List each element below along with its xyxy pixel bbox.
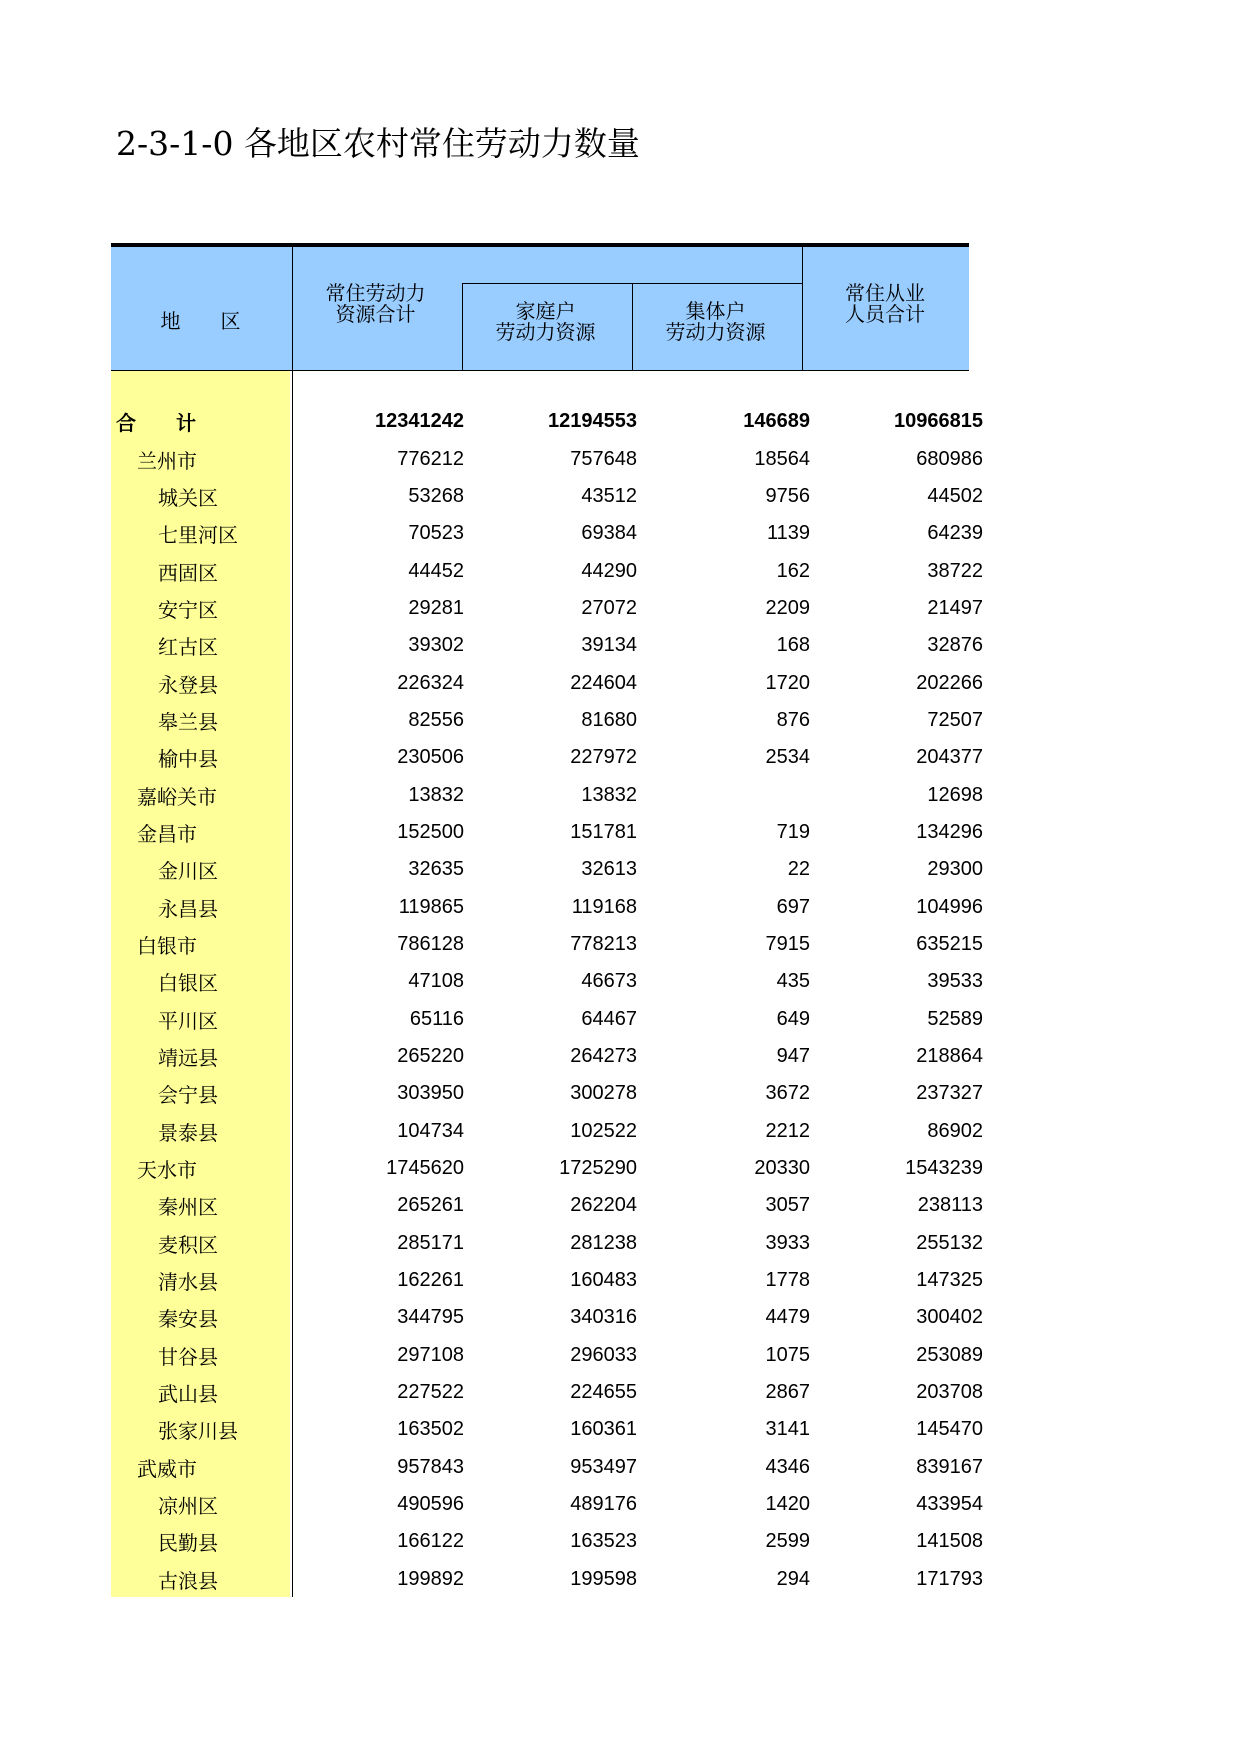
labor-resource-total-cell: 957843 [397,1455,464,1478]
region-name: 平川区 [158,1008,218,1033]
household-labor-cell: 151781 [570,820,637,843]
collective-labor-cell: 2209 [765,596,810,619]
household-labor-cell: 296033 [570,1343,637,1366]
employed-total-cell: 52589 [927,1007,983,1030]
household-labor-cell: 39134 [581,634,637,657]
household-labor-cell: 32613 [581,858,637,881]
region-name: 甘谷县 [158,1344,218,1369]
region-name: 榆中县 [158,747,218,772]
household-labor-cell: 81680 [581,708,637,731]
collective-labor-cell: 697 [776,895,810,918]
header-col4-line2: 人员合计 [845,302,925,326]
labor-resource-total-cell: 1745620 [386,1157,464,1180]
table-row [111,1449,987,1486]
employed-total-cell: 218864 [916,1045,983,1068]
collective-labor-cell: 7915 [765,932,810,955]
employed-total-cell: 141508 [916,1530,983,1553]
data-table [111,403,987,1598]
employed-total-cell: 635215 [916,932,983,955]
table-row [111,1038,987,1075]
region-name: 永昌县 [158,896,218,921]
household-labor-cell: 224655 [570,1381,637,1404]
collective-labor-cell: 876 [776,708,810,731]
collective-labor-cell [641,776,814,813]
region-name: 武威市 [137,1456,197,1481]
table-row [111,664,987,701]
labor-resource-total-cell: 119865 [398,895,464,918]
collective-labor-cell: 2867 [765,1381,810,1404]
region-name: 秦安县 [158,1307,218,1332]
table-row [111,1187,987,1224]
table-row [111,1150,987,1187]
header-labor-resource-total [291,283,460,325]
household-labor-cell: 300278 [570,1082,637,1105]
employed-total-cell: 38722 [927,559,983,582]
collective-labor-cell: 2212 [765,1119,810,1142]
labor-resource-total-cell: 104734 [397,1119,464,1142]
region-name: 武山县 [158,1382,218,1407]
employed-total-cell: 64239 [927,522,983,545]
household-labor-cell: 227972 [570,746,637,769]
header-divider-2 [462,283,463,370]
household-labor-cell: 160483 [570,1269,637,1292]
region-name: 皋兰县 [158,709,218,734]
labor-resource-total-cell: 29281 [408,596,464,619]
collective-labor-cell: 1778 [765,1269,810,1292]
household-labor-cell: 757648 [570,447,637,470]
collective-labor-cell: 18564 [754,447,810,470]
collective-labor-cell: 162 [776,559,810,582]
header-col1-line1: 常住劳动力 [325,281,426,305]
table-row [111,963,987,1000]
employed-total-cell: 104996 [916,895,983,918]
table-row [111,1262,987,1299]
collective-labor-cell: 649 [776,1007,810,1030]
table-row [111,627,987,664]
header-employed-total [801,283,969,325]
household-labor-cell: 27072 [581,596,637,619]
collective-labor-cell: 168 [776,634,810,657]
table-row [111,926,987,963]
collective-labor-cell: 1720 [765,671,810,694]
collective-labor-cell: 294 [776,1567,810,1590]
region-name: 嘉峪关市 [137,784,217,809]
household-labor-cell: 489176 [570,1493,637,1516]
collective-labor-cell: 3141 [765,1418,810,1441]
employed-total-cell: 147325 [916,1269,983,1292]
labor-resource-total-cell: 776212 [397,447,464,470]
table-row [111,1486,987,1523]
labor-resource-total-cell: 786128 [397,932,464,955]
employed-total-cell: 204377 [916,746,983,769]
labor-resource-total-cell: 39302 [408,634,464,657]
collective-labor-cell: 146689 [743,410,810,433]
labor-resource-total-cell: 199892 [397,1567,464,1590]
region-name: 七里河区 [158,523,238,548]
employed-total-cell: 10966815 [894,410,983,433]
header-col2-line1: 家庭户 [515,299,576,323]
collective-labor-cell: 1075 [765,1343,810,1366]
header-col1-line2: 资源合计 [335,302,416,326]
collective-labor-cell: 3672 [765,1082,810,1105]
household-labor-cell: 13832 [581,783,637,806]
collective-labor-cell: 3057 [765,1194,810,1217]
employed-total-cell: 253089 [916,1343,983,1366]
header-collective-labor [631,301,800,343]
employed-total-cell: 21497 [927,596,983,619]
region-name: 城关区 [158,485,218,510]
household-labor-cell: 163523 [570,1530,637,1553]
header-divider-4 [802,247,803,370]
household-labor-cell: 46673 [581,970,637,993]
employed-total-cell: 237327 [916,1082,983,1105]
labor-resource-total-cell: 53268 [408,484,464,507]
employed-total-cell: 32876 [927,634,983,657]
collective-labor-cell: 4346 [765,1455,810,1478]
region-name: 白银区 [158,971,218,996]
employed-total-cell: 39533 [927,970,983,993]
labor-resource-total-cell: 82556 [408,708,464,731]
region-name: 兰州市 [137,448,197,473]
labor-resource-total-cell: 297108 [397,1343,464,1366]
employed-total-cell: 238113 [917,1194,983,1217]
employed-total-cell: 86902 [927,1119,983,1142]
household-labor-cell: 340316 [570,1306,637,1329]
table-header [111,247,969,371]
labor-resource-total-cell: 226324 [397,671,464,694]
region-name: 会宁县 [158,1083,218,1108]
labor-resource-total-cell: 163502 [397,1418,464,1441]
collective-labor-cell: 1420 [765,1493,810,1516]
labor-resource-total-cell: 285171 [397,1231,464,1254]
labor-resource-total-cell: 65116 [409,1007,464,1030]
employed-total-cell: 203708 [916,1381,983,1404]
region-name: 合 计 [116,411,196,436]
region-name: 张家川县 [158,1419,238,1444]
household-labor-cell: 778213 [570,932,637,955]
table-row [111,888,987,925]
household-labor-cell: 43512 [581,484,637,507]
collective-labor-cell: 2599 [765,1530,810,1553]
table-row [111,440,987,477]
labor-resource-total-cell: 344795 [397,1306,464,1329]
table-row [111,776,987,813]
employed-total-cell: 255132 [916,1231,983,1254]
household-labor-cell: 119168 [571,895,637,918]
labor-resource-total-cell: 152500 [397,820,464,843]
labor-resource-total-cell: 265261 [397,1194,464,1217]
collective-labor-cell: 435 [776,970,810,993]
table-row [111,1075,987,1112]
table-row [111,814,987,851]
labor-resource-total-cell: 162261 [397,1269,464,1292]
table-row [111,1374,987,1411]
table-row [111,851,987,888]
table-row [111,515,987,552]
household-labor-cell: 199598 [570,1567,637,1590]
household-labor-cell: 64467 [581,1007,637,1030]
collective-labor-cell: 2534 [765,746,810,769]
employed-total-cell: 44502 [927,484,983,507]
table-row [111,1113,987,1150]
household-labor-cell: 69384 [581,522,637,545]
collective-labor-cell: 719 [776,820,810,843]
labor-resource-total-cell: 47108 [408,970,464,993]
collective-labor-cell: 3933 [765,1231,810,1254]
region-name: 天水市 [137,1158,197,1183]
header-col4-line1: 常住从业 [845,281,925,305]
labor-resource-total-cell: 70523 [408,522,464,545]
household-labor-cell: 160361 [570,1418,637,1441]
table-row [111,590,987,627]
employed-total-cell: 29300 [927,858,983,881]
employed-total-cell: 134296 [916,820,983,843]
statistics-table [111,243,983,1597]
employed-total-cell: 202266 [916,671,983,694]
header-col3-line2: 劳动力资源 [665,320,766,344]
labor-resource-total-cell: 265220 [397,1045,464,1068]
header-col3-line1: 集体户 [685,299,746,323]
labor-resource-total-cell: 490596 [397,1493,464,1516]
region-name: 永登县 [158,672,218,697]
page-title: 2-3-1-0 各地区农村常住劳动力数量 [116,124,640,163]
region-name: 金川区 [158,859,218,884]
header-col2-line2: 劳动力资源 [495,320,596,344]
labor-resource-total-cell: 166122 [397,1530,464,1553]
household-labor-cell: 44290 [581,559,637,582]
labor-resource-total-cell: 303950 [397,1082,464,1105]
table-row [111,552,987,589]
region-name: 景泰县 [158,1120,218,1145]
table-row [111,702,987,739]
region-name: 金昌市 [137,821,197,846]
labor-resource-total-cell: 44452 [408,559,464,582]
region-name: 麦积区 [158,1232,218,1257]
employed-total-cell: 433954 [916,1493,983,1516]
table-row [111,739,987,776]
employed-total-cell: 1543239 [905,1157,983,1180]
labor-resource-total-cell: 32635 [408,858,464,881]
household-labor-cell: 281238 [570,1231,637,1254]
table-row [111,1337,987,1374]
header-region: 地 区 [160,309,241,333]
collective-labor-cell: 4479 [765,1306,810,1329]
household-labor-cell: 224604 [570,671,637,694]
household-labor-cell: 102522 [570,1119,637,1142]
region-name: 红古区 [158,635,218,660]
collective-labor-cell: 1139 [766,522,810,545]
employed-total-cell: 680986 [916,447,983,470]
collective-labor-cell: 947 [776,1045,810,1068]
table-row [111,478,987,515]
table-row [111,1411,987,1448]
employed-total-cell: 171793 [916,1567,983,1590]
region-name: 秦州区 [158,1195,218,1220]
header-divider-3 [632,283,633,370]
household-labor-cell: 262204 [570,1194,637,1217]
employed-total-cell: 145470 [916,1418,983,1441]
labor-resource-total-cell: 12341242 [375,410,464,433]
table-row [111,1523,987,1560]
region-name: 白银市 [137,933,197,958]
table-row [111,1225,987,1262]
region-name: 民勤县 [158,1531,218,1556]
collective-labor-cell: 9756 [765,484,810,507]
employed-total-cell: 839167 [916,1455,983,1478]
region-name: 凉州区 [158,1494,218,1519]
region-name: 古浪县 [158,1568,218,1593]
region-name: 靖远县 [158,1046,218,1071]
table-row [111,1299,987,1336]
region-name: 清水县 [158,1270,218,1295]
table-row [111,1561,987,1598]
employed-total-cell: 72507 [927,708,983,731]
region-name: 西固区 [158,560,218,585]
labor-resource-total-cell: 230506 [397,746,464,769]
household-labor-cell: 12194553 [548,410,637,433]
labor-resource-total-cell: 13832 [408,783,464,806]
household-labor-cell: 264273 [570,1045,637,1068]
table-row [111,1001,987,1038]
employed-total-cell: 300402 [916,1306,983,1329]
employed-total-cell: 12698 [927,783,983,806]
region-name: 安宁区 [158,597,218,622]
header-household-labor [461,301,630,343]
table-row [111,403,987,440]
household-labor-cell: 1725290 [559,1157,637,1180]
collective-labor-cell: 22 [787,858,810,881]
household-labor-cell: 953497 [570,1455,637,1478]
collective-labor-cell: 20330 [754,1157,810,1180]
labor-resource-total-cell: 227522 [397,1381,464,1404]
